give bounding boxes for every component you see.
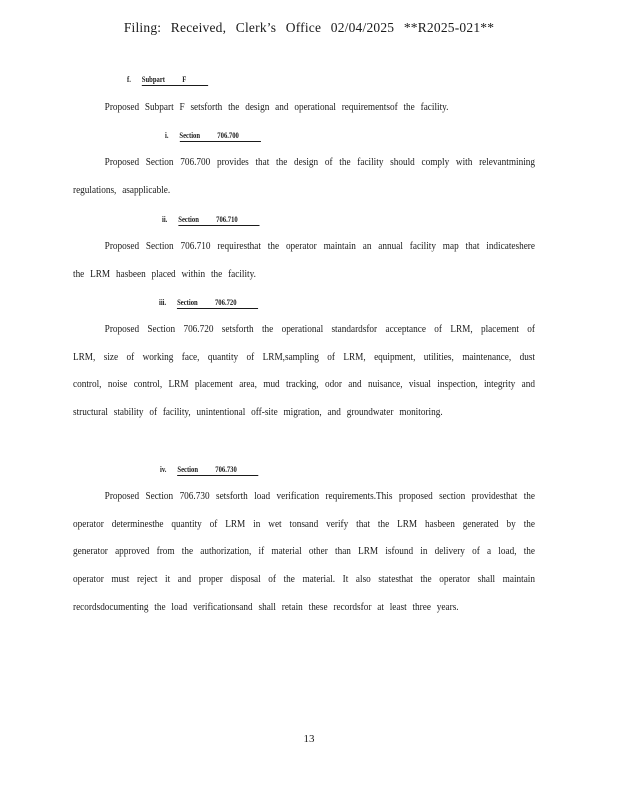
section-706-720-heading xyxy=(159,297,258,309)
section-number: i. xyxy=(165,130,169,140)
filing-header: Filing: Received, Clerk’s Office 02/04/2025 **R2025-021** xyxy=(123,20,495,35)
paragraph-section-706-710: Proposed Section 706.710 requiresthat the operator maintain an annual facility map that indicateshere the LRM hasbeen placed within the facility. xyxy=(73,241,536,280)
section-number: iii. xyxy=(159,297,167,307)
subpart-number: f. xyxy=(127,74,131,84)
paragraph-section-706-700: Proposed Section 706.700 provides that the design of the facility should comply with relevantmining regulations, asapplicable. xyxy=(73,157,536,196)
subpart-heading xyxy=(127,74,208,86)
page-number: 13 xyxy=(303,733,315,745)
section-title: Section 706.700 xyxy=(179,130,260,142)
paragraph-section-706-730: Proposed Section 706.730 setsforth load verification requirements.This proposed section providesthat the operator determinesthe quantity of LRM in wet tonsand verify that the LRM hasbeen generated by the generator approved from the authorization, if material other than LRM isfound in delivery of a load, the operator must reject it and proper disposal of the material. It also statesthat the operator shall maintain recordsdocumenting the load verificationsand shall retain these recordsfor at least three years. xyxy=(73,491,536,613)
section-number: ii. xyxy=(162,214,168,224)
subpart-title: Subpart F xyxy=(142,74,208,86)
section-706-710-heading xyxy=(162,214,260,226)
section-title: Section 706.720 xyxy=(177,297,258,309)
section-706-730-heading xyxy=(160,464,259,476)
section-title: Section 706.730 xyxy=(177,464,258,476)
section-706-700-heading xyxy=(165,130,261,142)
paragraph-subpart-f: Proposed Subpart F setsforth the design and operational requirementsof the facility. xyxy=(104,102,449,113)
section-title: Section 706.710 xyxy=(178,214,259,226)
paragraph-section-706-720: Proposed Section 706.720 setsforth the operational standardsfor acceptance of LRM, placement of LRM, size of working face, quantity of LRM,sampling of LRM, equipment, utilities, maintenance, dust control, noise control, LRM placement area, mud tracking, odor and nuisance, visual inspection, integrity and structural stability of facility, unintentional off-site migration, and groundwater monitoring. xyxy=(73,324,536,419)
section-number: iv. xyxy=(160,464,167,474)
